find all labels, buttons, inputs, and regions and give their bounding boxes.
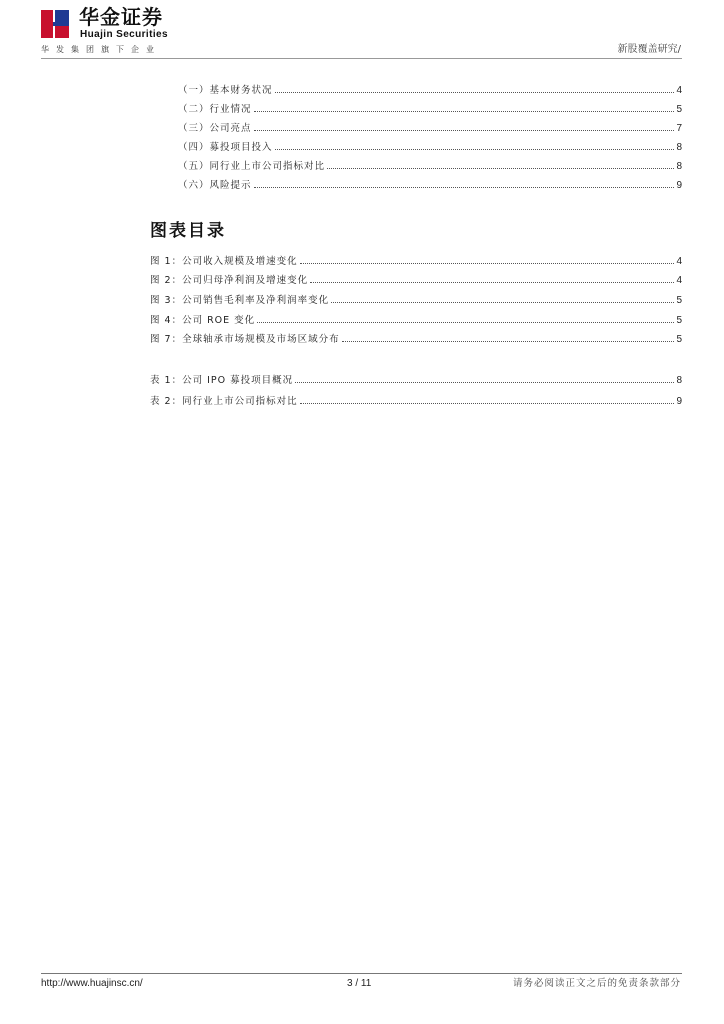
logo-tagline: 华发集团旗下企业 [41, 45, 161, 54]
toc-entry-page: 4 [676, 85, 682, 96]
dot-leader [342, 341, 675, 342]
figure-entry[interactable] [150, 275, 682, 287]
table-entry-page: 9 [676, 396, 682, 407]
toc-entry-title: （六）风险提示 [178, 180, 252, 191]
toc-entry-title: （三）公司亮点 [178, 123, 252, 134]
figure-entry-page: 4 [676, 256, 682, 267]
dot-leader [254, 130, 675, 131]
disclaimer-note: 请务必阅读正文之后的免责条款部分 [512, 978, 681, 989]
figure-entry[interactable] [150, 256, 682, 268]
dot-leader [310, 282, 674, 283]
toc-entry[interactable] [178, 142, 682, 154]
figure-entry-title: 图 7：全球轴承市场规模及市场区域分布 [150, 334, 340, 345]
table-entry[interactable] [150, 375, 682, 387]
figure-entry-title: 图 2：公司归母净利润及增速变化 [150, 275, 309, 286]
toc-entry-title: （四）募投项目投入 [178, 142, 273, 153]
figure-entry-page: 5 [676, 295, 682, 306]
dot-leader [300, 403, 675, 404]
footer-website-link[interactable]: http://www.huajinsc.cn/ [41, 978, 143, 989]
figure-entry-title: 图 3：公司销售毛利率及净利润率变化 [150, 295, 330, 306]
table-entry-page: 8 [676, 375, 682, 386]
toc-entry-page: 5 [676, 104, 682, 115]
dot-leader [254, 111, 675, 112]
figure-entry-page: 4 [676, 275, 682, 286]
figure-entry-title: 图 1：公司收入规模及增速变化 [150, 256, 298, 267]
toc-entry-title: （五）同行业上市公司指标对比 [178, 161, 326, 172]
toc-entry-title: （二）行业情况 [178, 104, 252, 115]
toc-entry[interactable] [178, 85, 682, 97]
dot-leader [275, 92, 675, 93]
toc-entry-page: 7 [676, 123, 682, 134]
header-divider [41, 58, 682, 59]
toc-entry-page: 9 [676, 180, 682, 191]
charts-index-heading: 图表目录 [150, 221, 226, 241]
dot-leader [300, 263, 675, 264]
dot-leader [257, 322, 674, 323]
toc-entry[interactable] [178, 180, 682, 192]
page-number: 3 / 11 [347, 978, 372, 989]
table-entry-title: 表 2：同行业上市公司指标对比 [150, 396, 298, 407]
report-type: 新股覆盖研究/ [617, 44, 681, 55]
table-entry-title: 表 1：公司 IPO 募投项目概况 [150, 375, 294, 386]
figure-entry[interactable] [150, 334, 682, 346]
toc-entry-title: （一）基本财务状况 [178, 85, 273, 96]
figure-entry-page: 5 [676, 315, 682, 326]
page-header [0, 0, 724, 60]
logo-chinese-name: 华金证券 [79, 5, 163, 29]
figure-entry[interactable] [150, 295, 682, 307]
huajin-logo-icon [41, 10, 69, 38]
toc-entry-page: 8 [676, 161, 682, 172]
figure-entry[interactable] [150, 315, 682, 327]
toc-entry-page: 8 [676, 142, 682, 153]
figure-entry-page: 5 [676, 334, 682, 345]
toc-entry[interactable] [178, 104, 682, 116]
dot-leader [327, 168, 674, 169]
figure-entry-title: 图 4：公司 ROE 变化 [150, 315, 256, 326]
footer-divider [41, 973, 682, 974]
dot-leader [275, 149, 675, 150]
dot-leader [331, 302, 674, 303]
table-entry[interactable] [150, 396, 682, 408]
dot-leader [254, 187, 675, 188]
toc-entry[interactable] [178, 161, 682, 173]
dot-leader [295, 382, 674, 383]
toc-entry[interactable] [178, 123, 682, 135]
logo-english-name: Huajin Securities [80, 29, 168, 40]
